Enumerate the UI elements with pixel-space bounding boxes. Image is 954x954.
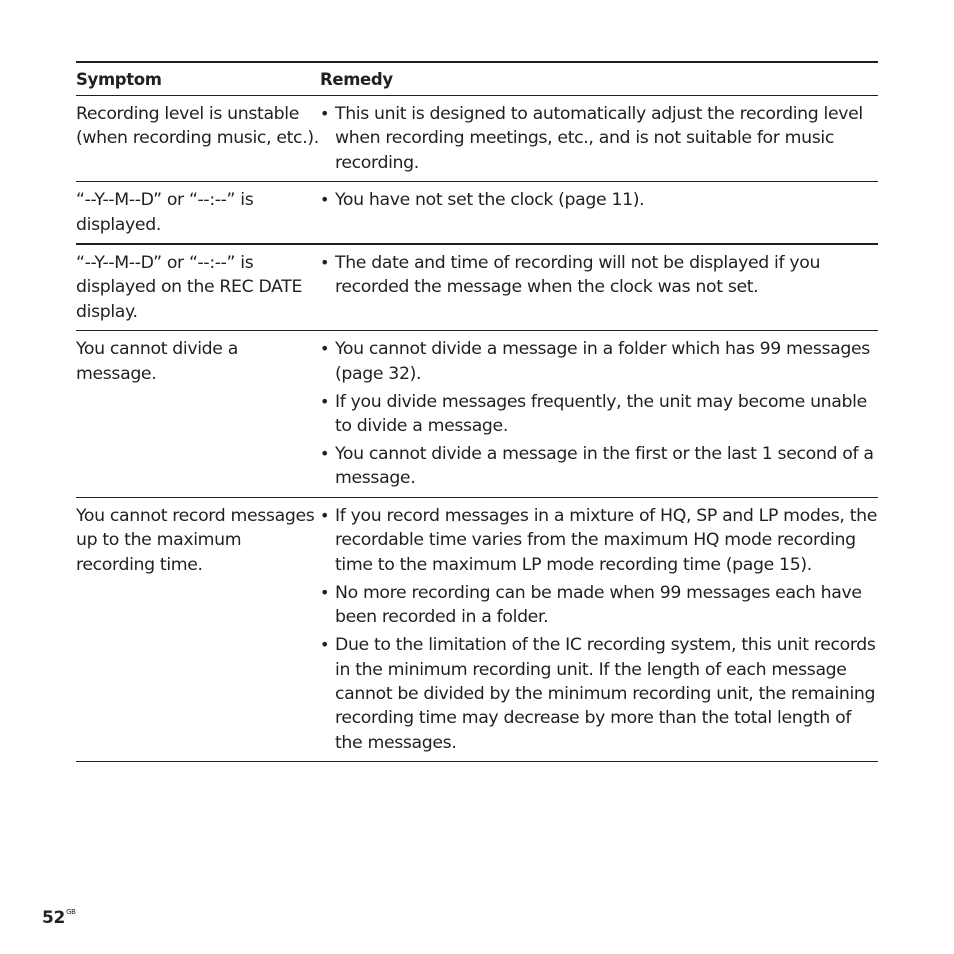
table-header-row [76,63,878,96]
table-row [76,182,878,245]
page-number: $52^{GB}$ [42,908,76,928]
symptom-cell: “--Y--M--D” or “--:--” is displayed. [76,190,254,235]
remedy-cell [320,504,878,755]
symptom-cell: You cannot record messages up to the maximum recording time. [76,505,315,575]
remedy-cell [320,188,878,237]
remedy-cell [320,337,878,491]
table-row [76,498,878,762]
bullet-icon: • [320,190,330,210]
symptom-cell: “--Y--M--D” or “--:--” is displayed on the REC DATE display. [76,253,303,322]
bullet-icon: • [320,444,330,464]
remedy-item: • This unit is designed to automatically adjust the recording level when recording meetings, etc., and is not suitable for music recording. [320,104,863,173]
remedy-item: • You have not set the clock (page 11). [320,188,878,212]
bullet-icon: • [320,339,330,359]
remedy-item: • Due to the limitation of the IC recording system, this unit records in the minimum recording unit. If the length of each message cannot be divided by the minimum recording unit, the remaining recording time may decrease by more than the total length of the messages. [320,635,876,753]
table-row [76,96,878,182]
remedy-item: • The date and time of recording will not be displayed if you recorded the message when the clock was not set. [320,253,821,298]
remedy-item: • If you divide messages frequently, the unit may become unable to divide a message. [320,391,867,437]
bullet-icon: • [320,582,330,602]
remedy-item: • No more recording can be made when 99 messages each have been recorded in a folder. [320,582,862,628]
symptom-cell: Recording level is unstable (when recording music, etc.). [76,104,319,149]
table-row [76,245,878,331]
bullet-icon: • [320,505,330,525]
remedy-item: • You cannot divide a message in the first or the last 1 second of a message. [320,444,874,489]
header-remedy: Remedy [320,70,393,89]
remedy-cell [320,251,878,324]
bullet-icon: • [320,104,330,123]
page-suffix: GB [66,908,76,916]
bullet-icon: • [320,253,330,273]
symptom-cell: You cannot divide a message. [76,339,238,384]
table-row [76,331,878,498]
header-symptom: Symptom [76,70,162,89]
remedy-cell [320,102,878,175]
remedy-item: • You cannot divide a message in a folder which has 99 messages (page 32). [320,339,870,384]
remedy-item: • If you record messages in a mixture of HQ, SP and LP modes, the recordable time varies from the maximum HQ mode recording time to the maximum LP mode recording time (page 15). [320,505,878,575]
troubleshooting-table [76,61,878,762]
bullet-icon: • [320,635,330,655]
bullet-icon: • [320,391,330,411]
